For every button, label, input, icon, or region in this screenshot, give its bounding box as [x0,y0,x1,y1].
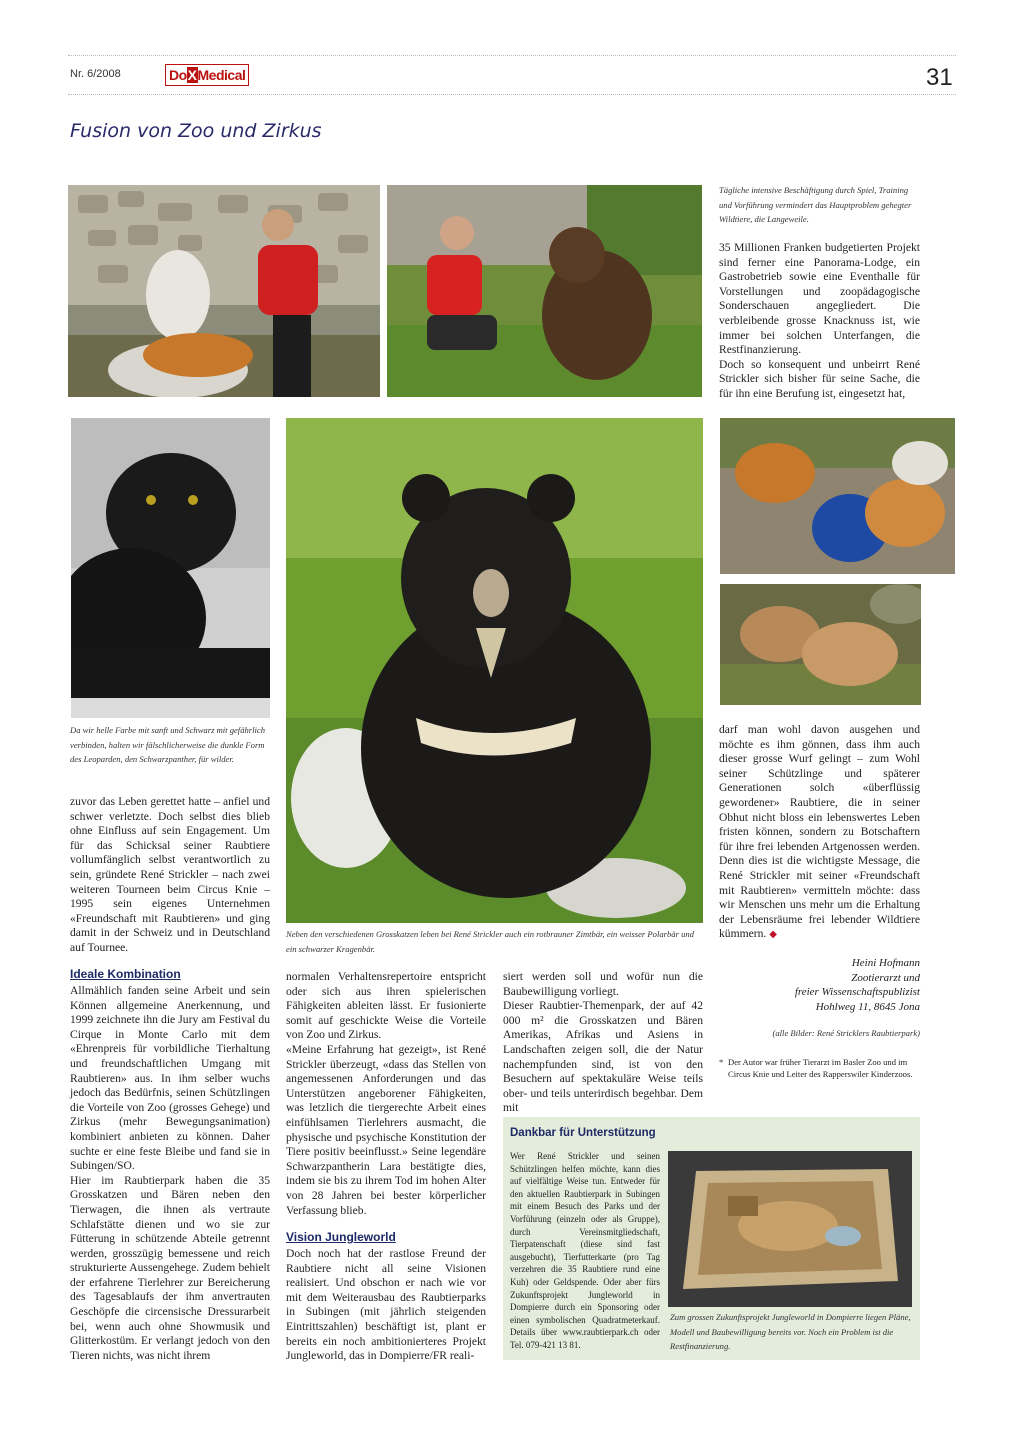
footnote [719,1057,920,1080]
photo-credits: (alle Bilder: René Stricklers Raubtierpark) [772,1028,920,1038]
column1-paragraph-3: Hier im Raubtierpark haben die 35 Grosskatzen und Bären neben den Tierwagen, die ihnen als vertraute Schlafstätte dienen und wo sie zur Fütterung in schützende Abteile getrennt werden, grosszügig bemessene und reich strukturierte Aussengehege. Zudem behielt der erfahrene Tierlehrer zur Bereicherung des Tagesablaufs der ihm anvertrauten Geschöpfe die circensische Dressurarbeit bei, wenn auch ohne Showmusik und Glitterkostüm. Er verlangt jedoch von den Tieren nichts, was nicht ihrem [70,1173,270,1362]
logo-right: Medical [197,67,246,83]
column4-paragraph-2: Doch so konsequent und unbeirrt René Strickler sich bisher für seine Sache, die für ihn eine Berufung ist, eingesetzt hat, [719,357,920,400]
footnote-text: Der Autor war früher Tierarzt im Basler Zoo und im Circus Knie und Leiter des Rapperswiler Kinderzoos. [728,1057,913,1079]
issue-number: Nr. 6/2008 [70,68,121,80]
column2-text [286,970,486,1218]
column4-paragraph-3 [719,723,920,943]
caption-training: Tägliche intensive Beschäftigung durch Spiel, Training und Vorführung vermindert das Hauptproblem gehegter Wildtiere, die Langeweile. [719,185,912,225]
header-top-rule [68,55,956,56]
photo-black-panther [71,418,270,718]
caption-bears: Neben den verschiedenen Grosskatzen leben bei René Strickler auch ein rotbrauner Zimtbär, ein weisser Polarbär und ein schwarzer Kragenbär. [286,929,694,954]
support-box [503,1117,920,1360]
caption-jungleworld: Zum grossen Zukunftsprojekt Jungleworld in Dompierre liegen Pläne, Modell und Baubewilligung bereits vor. Noch ein Problem ist die Restfinanzierung. [670,1312,911,1352]
column1-paragraph-1: zuvor das Leben gerettet hatte – anfiel und schwer verletzte. Doch selbst dies blieb ohne Einfluss auf sein Engagement. Um für das Schicksal seiner Raubtiere vollumfänglich selbst verantwortlich zu sein, gründete René Strickler – nach zwei weiteren Tourneen beim Circus Knie – 1995 sein eigenes Unternehmen «Freundschaft mit Raubtieren» und ging damit in der Schweiz und in Deutschland auf Tournee. [70,795,270,954]
column2-paragraph-3: Doch noch hat der rastlose Freund der Raubtiere nicht all seine Visionen realisiert. Und obschon er nach wie vor mit dem Weiterausbau des Raubtierparks in Subingen (mit jährlich steigenden Eintrittszahlen) beschäftigt ist, plant er bereits ein noch ambitionierteres Projekt Jungleworld, das in Dompierre/FR reali- [286,1247,486,1363]
photo-pumas [720,584,921,705]
author-name: Heini Hofmann [851,957,920,969]
support-box-title: Dankbar für Unterstützung [510,1127,656,1139]
caption-panther: Da wir helle Farbe mit sanft und Schwarz mit gefährlich verbinden, halten wir fälschlicherweise die dunkle Form des Leoparden, den Schwarzpanther, für wilder. [70,725,266,765]
author-role: Zootierarzt und [851,971,920,984]
logo-x: X [187,67,197,83]
column4-top-text [719,241,920,402]
end-mark: ◆ [769,929,777,941]
author-block [719,956,920,1014]
doxmedical-logo [165,64,249,86]
support-box-text: Wer René Strickler und seinen Schützlingen helfen möchte, kann dies auf vielfältige Weise tun. Entweder für den aktuellen Raubtierpark in Subingen mit einem Besuch des Parks und der Vorführung (einzeln oder als Gruppe), durch Vereinsmitgliedschaft, Tierpatenschaft (diese sind fast ausgebucht), Tierfutterkarte (pro Tag verzehren die 35 Raubtiere rund eine Kuh) oder Geldspende. Oder aber fürs Zukunftsprojekt Jungleworld in Dompierre durch ein Sponsoring oder einen symbolischen Quadratmeterkauf. Details über www.raubtierpark.ch oder Tel. 079-421 13 81. [510,1151,660,1350]
subhead-ideale-kombination: Ideale Kombination [70,967,181,981]
photo-bear-trainer [387,185,702,397]
column3-text [503,970,703,1116]
photo-tigers-ball [720,418,955,574]
header-bottom-rule [68,94,956,95]
column1-top-text [70,795,270,956]
subhead-vision-jungleworld: Vision Jungleworld [286,1230,396,1244]
footnote-mark: * [719,1057,724,1067]
column2-paragraph-1: normalen Verhaltensrepertoire entspricht oder sich aus ihren spielerischen Fähigkeiten ableiten lässt. Er fusionierte somit auf geschickte Weise die Vorteile von Zoo und Zirkus. [286,970,486,1042]
column1-paragraph-2: Allmählich fanden seine Arbeit und sein Können allgemeine Anerkennung, und 1999 zeichnete ihn die Jury am Festival du Cirque in Monte Carlo mit dem «Ehrenpreis für vorbildliche Tierhaltung und freundschaftlichen Umgang mit Raubtieren» aus. In ihm selber wuchs jedoch das Bedürfnis, seinen Schützlingen die Vorteile von Zoo (grosses Gehege) und Zirkus (mehr Bewegungsanimation) kombiniert anbieten zu können. Daher suchte er eine feste Bleibe und fand sie in Subingen/SO. [70,984,270,1173]
article-title: Fusion von Zoo und Zirkus [70,120,322,142]
photo-tiger-trainer [68,185,380,397]
column2-bottom-text [286,1247,486,1364]
logo-left: Do [169,67,187,83]
photo-jungleworld-model [668,1151,912,1307]
column3-paragraph-2: Dieser Raubtier-Themenpark, der auf 42 000 m² die Grosskatzen und Bären Amerikas, Afrikas und Asiens in Landschaften zeigen soll, die der Natur nachempfunden sind, ist von den Besuchern auf spektakuläre Weise teils ober- und teils unterirdisch begehbar. Dem mit [503,999,703,1115]
column3-paragraph-1: siert werden soll und wofür nun die Baubewilligung vorliegt. [503,970,703,998]
photo-black-bear [286,418,703,923]
page-number: 31 [926,64,953,91]
author-address: Hohlweg 11, 8645 Jona [815,1000,920,1013]
column2-paragraph-2: «Meine Erfahrung hat gezeigt», ist René Strickler überzeugt, «dass das Stellen von angemessenen Anforderungen und das Unterstützen angeborener Fähigkeiten, was letzlich die tiergerechte Arbeit eines einfühlsamen Tierlehrers ausmacht, die physische und psychische Konstitution der Tiere positiv beeinflusst.» Seine legendäre Schwarzpantherin Lara bestätigte dies, indem sie bis zu ihrem Tod im hohen Alter von 28 Jahren bei bester körperlicher Verfassung blieb. [286,1042,486,1217]
column1-bottom-text [70,984,270,1363]
column4-mid-text [719,723,920,943]
column4-paragraph-3-text: darf man wohl davon ausgehen und möchte es ihm gönnen, dass ihm auch dieser grosse Wurf gelingt – zum Wohl seiner Schützlinge und späterer Generationen solch «überflüssig gewordener» Raubtiere, die in seiner Obhut nicht bloss ein lebenswertes Leben fristen können, sondern zu Botschaftern für ihre frei lebenden Artgenossen werden. Denn dies ist die wichtigste Message, die René Strickler mit seiner «Freundschaft mit Raubtieren» vermitteln möchte: dass wir Menschen uns mehr um die Erhaltung der Lebensräume frei lebender Wildtiere kümmern. [719,723,920,941]
column4-paragraph-1: 35 Millionen Franken budgetierten Projekt sind ferner eine Panorama-Lodge, ein Gastrobetrieb sowie eine Eventhalle für Vorstellungen und zoopädagogische Sonderschauen angegliedert. Die verbleibende grosse Knacknuss ist, wie immer bei solchen Unterfangen, die Restfinanzierung. [719,241,920,357]
author-role-2: freier Wissenschaftspublizist [794,986,920,998]
